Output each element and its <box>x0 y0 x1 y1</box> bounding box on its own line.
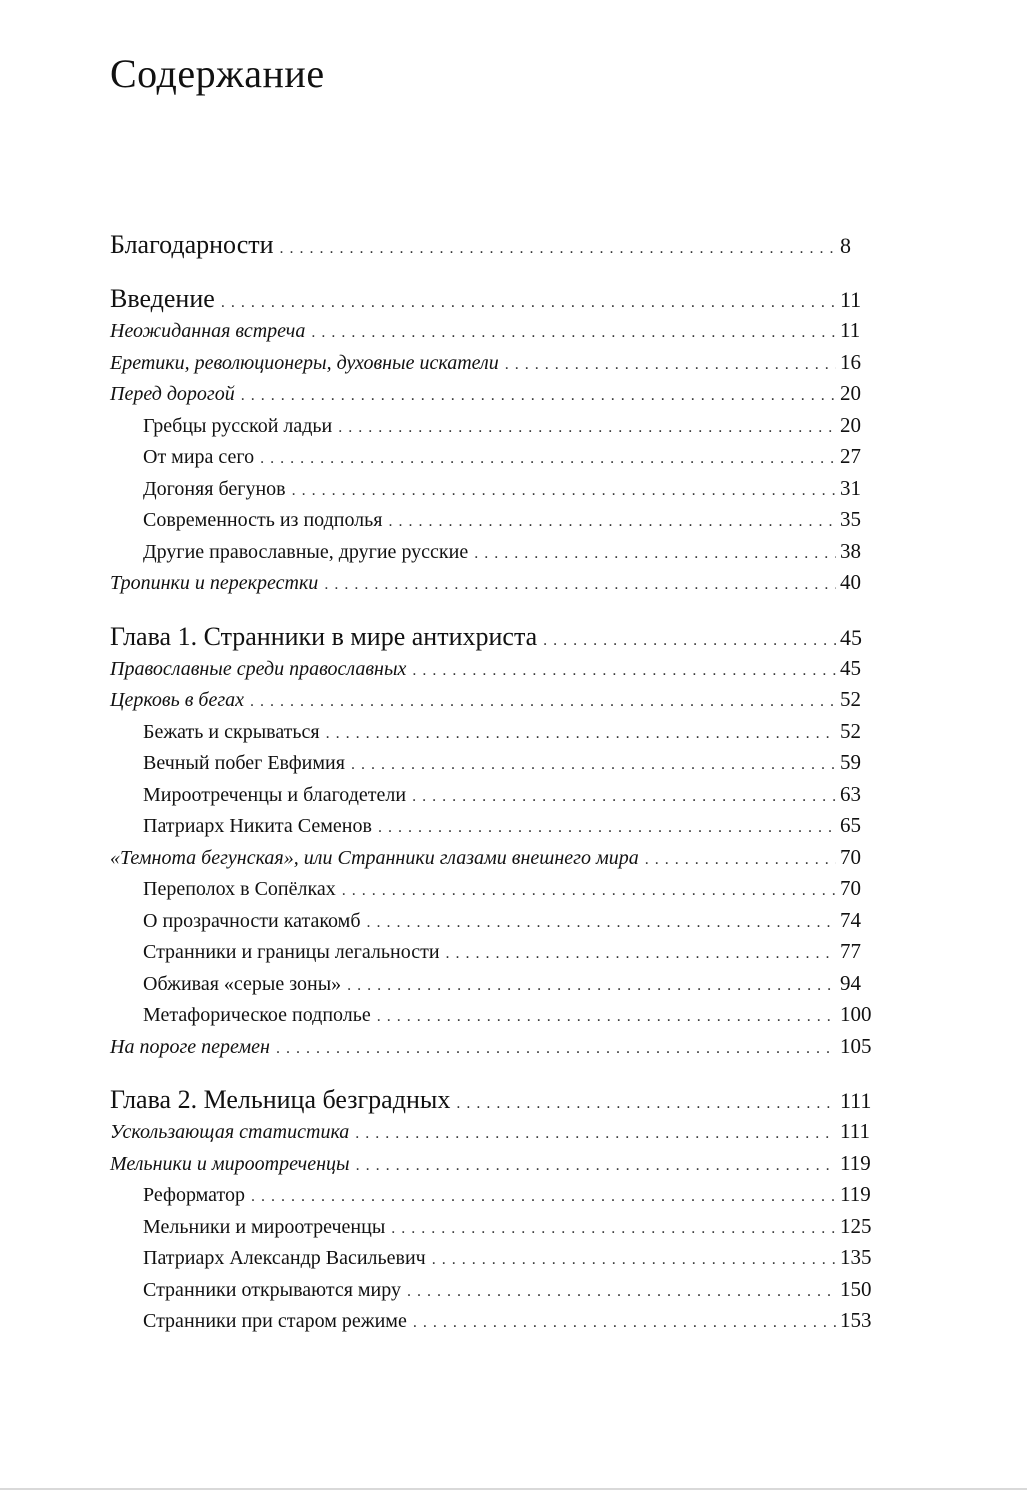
dot-leader <box>221 294 836 312</box>
toc-entry-sub[interactable] <box>110 782 874 814</box>
dot-leader <box>505 356 836 374</box>
toc-entry-page-number: 100 <box>840 1002 872 1026</box>
table-of-contents <box>110 230 874 1340</box>
toc-entry-chapter[interactable] <box>110 1085 874 1119</box>
toc-entry-label: О прозрачности катакомб <box>143 909 361 932</box>
toc-entry-sub[interactable] <box>110 719 874 751</box>
toc-entry-sub[interactable] <box>110 507 874 539</box>
toc-entry-label: Мельники и мироотреченцы <box>143 1215 386 1238</box>
dot-leader <box>347 977 836 995</box>
dot-leader <box>276 1040 836 1058</box>
toc-entry-sub[interactable] <box>110 476 874 508</box>
dot-leader <box>280 240 836 258</box>
toc-entry-label: Догоняя бегунов <box>143 477 286 500</box>
toc-entry-label: Современность из подполья <box>143 509 383 531</box>
toc-entry-label: От мира сего <box>143 446 255 468</box>
dot-leader <box>412 662 836 680</box>
toc-entry-sub[interactable] <box>110 1277 874 1309</box>
toc-entry-label: Странники и границы легальности <box>143 941 440 963</box>
toc-entry-label: Перед дорогой <box>110 383 235 405</box>
toc-entry-page-number: 77 <box>840 939 861 963</box>
toc-entry-label: Странники открываются миру <box>143 1278 401 1301</box>
toc-entry-page-number: 63 <box>840 781 861 806</box>
dot-leader <box>645 851 836 869</box>
toc-entry-label: Другие православные, другие русские <box>143 540 469 563</box>
toc-entry-label: Патриарх Александр Васильевич <box>143 1247 426 1269</box>
toc-entry-section[interactable] <box>110 687 874 719</box>
dot-leader <box>355 1125 836 1143</box>
toc-entry-label: На пороге перемен <box>110 1035 270 1058</box>
dot-leader <box>391 1220 836 1238</box>
toc-entry-section[interactable] <box>110 845 874 877</box>
toc-entry-sub[interactable] <box>110 971 874 1003</box>
toc-entry-sub[interactable] <box>110 1182 874 1214</box>
toc-entry-section[interactable] <box>110 318 874 350</box>
toc-entry-sub[interactable] <box>110 1002 874 1034</box>
toc-entry-section[interactable] <box>110 350 874 382</box>
dot-leader <box>367 914 837 932</box>
dot-leader <box>241 387 836 405</box>
toc-entry-page-number: 45 <box>840 655 861 680</box>
dot-leader <box>351 756 836 774</box>
dot-leader <box>260 450 836 468</box>
toc-entry-sub[interactable] <box>110 750 874 782</box>
dot-leader <box>311 324 836 342</box>
toc-entry-page-number: 16 <box>840 349 861 374</box>
toc-entry-label: Глава 2. Мельница безградных <box>110 1085 451 1114</box>
toc-entry-sub[interactable] <box>110 908 874 940</box>
toc-entry-sub[interactable] <box>110 444 874 476</box>
toc-entry-page-number: 59 <box>840 750 861 774</box>
toc-entry-label: Мироотреченцы и благодетели <box>143 783 407 806</box>
toc-entry-sub[interactable] <box>110 1308 874 1340</box>
toc-entry-label: Странники при старом режиме <box>143 1310 407 1332</box>
toc-entry-page-number: 11 <box>840 287 862 312</box>
toc-entry-label: Бежать и скрываться <box>143 720 320 743</box>
toc-entry-page-number: 38 <box>840 538 861 563</box>
toc-entry-chapter[interactable] <box>110 622 874 656</box>
toc-entry-page-number: 135 <box>840 1245 872 1269</box>
toc-entry-page-number: 20 <box>840 381 861 405</box>
toc-entry-page-number: 125 <box>840 1213 872 1238</box>
toc-entry-label: Мельники и мироотреченцы <box>110 1152 350 1175</box>
toc-entry-page-number: 20 <box>840 412 861 437</box>
toc-entry-page-number: 11 <box>840 318 861 342</box>
toc-entry-page-number: 111 <box>840 1088 872 1113</box>
dot-leader <box>407 1283 836 1301</box>
dot-leader <box>356 1157 836 1175</box>
dot-leader <box>250 693 836 711</box>
dot-leader <box>377 1008 836 1026</box>
toc-entry-sub[interactable] <box>110 876 874 908</box>
toc-entry-label: Глава 1. Странники в мире антихриста <box>110 621 538 651</box>
toc-entry-page-number: 65 <box>840 813 861 837</box>
dot-leader <box>338 419 836 437</box>
dot-leader <box>292 482 836 500</box>
toc-entry-label: Еретики, революционеры, духовные искатели <box>110 351 499 374</box>
toc-entry-label: Благодарности <box>110 230 274 259</box>
dot-leader <box>432 1251 836 1269</box>
toc-entry-section[interactable] <box>110 1151 874 1183</box>
toc-entry-sub[interactable] <box>110 1214 874 1246</box>
dot-leader <box>378 819 836 837</box>
toc-entry-page-number: 35 <box>840 507 861 531</box>
toc-entry-label: Введение <box>110 284 215 313</box>
dot-leader <box>412 788 836 806</box>
toc-entry-label: Переполох в Сопёлках <box>143 878 336 900</box>
toc-entry-page-number: 74 <box>840 907 861 932</box>
dot-leader <box>446 945 836 963</box>
toc-entry-page-number: 70 <box>840 844 861 869</box>
page-title: Содержание <box>110 51 325 96</box>
toc-entry-label: Обживая «серые зоны» <box>143 972 342 995</box>
toc-entry-page-number: 150 <box>840 1276 872 1301</box>
toc-entry-page-number: 119 <box>840 1150 871 1175</box>
toc-entry-page-number: 94 <box>840 970 861 995</box>
toc-entry-label: Вечный побег Евфимия <box>143 752 345 774</box>
dot-leader <box>251 1188 836 1206</box>
dot-leader <box>324 576 836 594</box>
toc-entry-page-number: 31 <box>840 475 861 500</box>
toc-entry-page-number: 153 <box>840 1308 872 1332</box>
toc-entry-section[interactable] <box>110 1034 874 1066</box>
toc-entry-sub[interactable] <box>110 1245 874 1277</box>
toc-entry-label: Ускользающая статистика <box>110 1121 350 1143</box>
toc-entry-page-number: 8 <box>840 233 851 258</box>
toc-entry-page-number: 27 <box>840 444 861 468</box>
toc-entry-label: Метафорическое подполье <box>143 1004 371 1026</box>
dot-leader <box>326 725 836 743</box>
toc-entry-section[interactable] <box>110 656 874 688</box>
toc-entry-sub[interactable] <box>110 939 874 971</box>
toc-entry-page-number: 45 <box>840 624 862 650</box>
toc-entry-sub[interactable] <box>110 539 874 571</box>
dot-leader <box>413 1314 836 1332</box>
toc-entry-chapter[interactable] <box>110 230 874 264</box>
toc-entry-sub[interactable] <box>110 813 874 845</box>
toc-entry-page-number: 105 <box>840 1033 872 1058</box>
toc-entry-label: Патриарх Никита Семенов <box>143 815 372 837</box>
toc-entry-chapter[interactable] <box>110 284 874 318</box>
toc-entry-page-number: 40 <box>840 570 861 594</box>
toc-entry-label: Православные среди православных <box>110 657 407 680</box>
dot-leader <box>543 632 836 650</box>
dot-leader <box>456 1095 836 1113</box>
dot-leader <box>388 513 836 531</box>
toc-entry-section[interactable] <box>110 1119 874 1151</box>
toc-entry-label: Реформатор <box>143 1184 245 1206</box>
toc-entry-label: Неожиданная встреча <box>110 320 306 342</box>
toc-entry-section[interactable] <box>110 381 874 413</box>
toc-entry-label: Тропинки и перекрестки <box>110 572 319 594</box>
toc-entry-page-number: 52 <box>840 687 861 711</box>
toc-entry-sub[interactable] <box>110 413 874 445</box>
toc-entry-label: Гребцы русской ладьи <box>143 414 333 437</box>
toc-entry-page-number: 52 <box>840 718 861 743</box>
toc-entry-label: «Темнота бегунская», или Странники глазами внешнего мира <box>110 846 639 869</box>
toc-entry-page-number: 119 <box>840 1182 871 1206</box>
dot-leader <box>474 545 836 563</box>
toc-entry-section[interactable] <box>110 570 874 602</box>
toc-entry-page-number: 70 <box>840 876 861 900</box>
dot-leader <box>342 882 836 900</box>
toc-entry-page-number: 111 <box>840 1119 870 1143</box>
toc-entry-label: Церковь в бегах <box>110 689 244 711</box>
